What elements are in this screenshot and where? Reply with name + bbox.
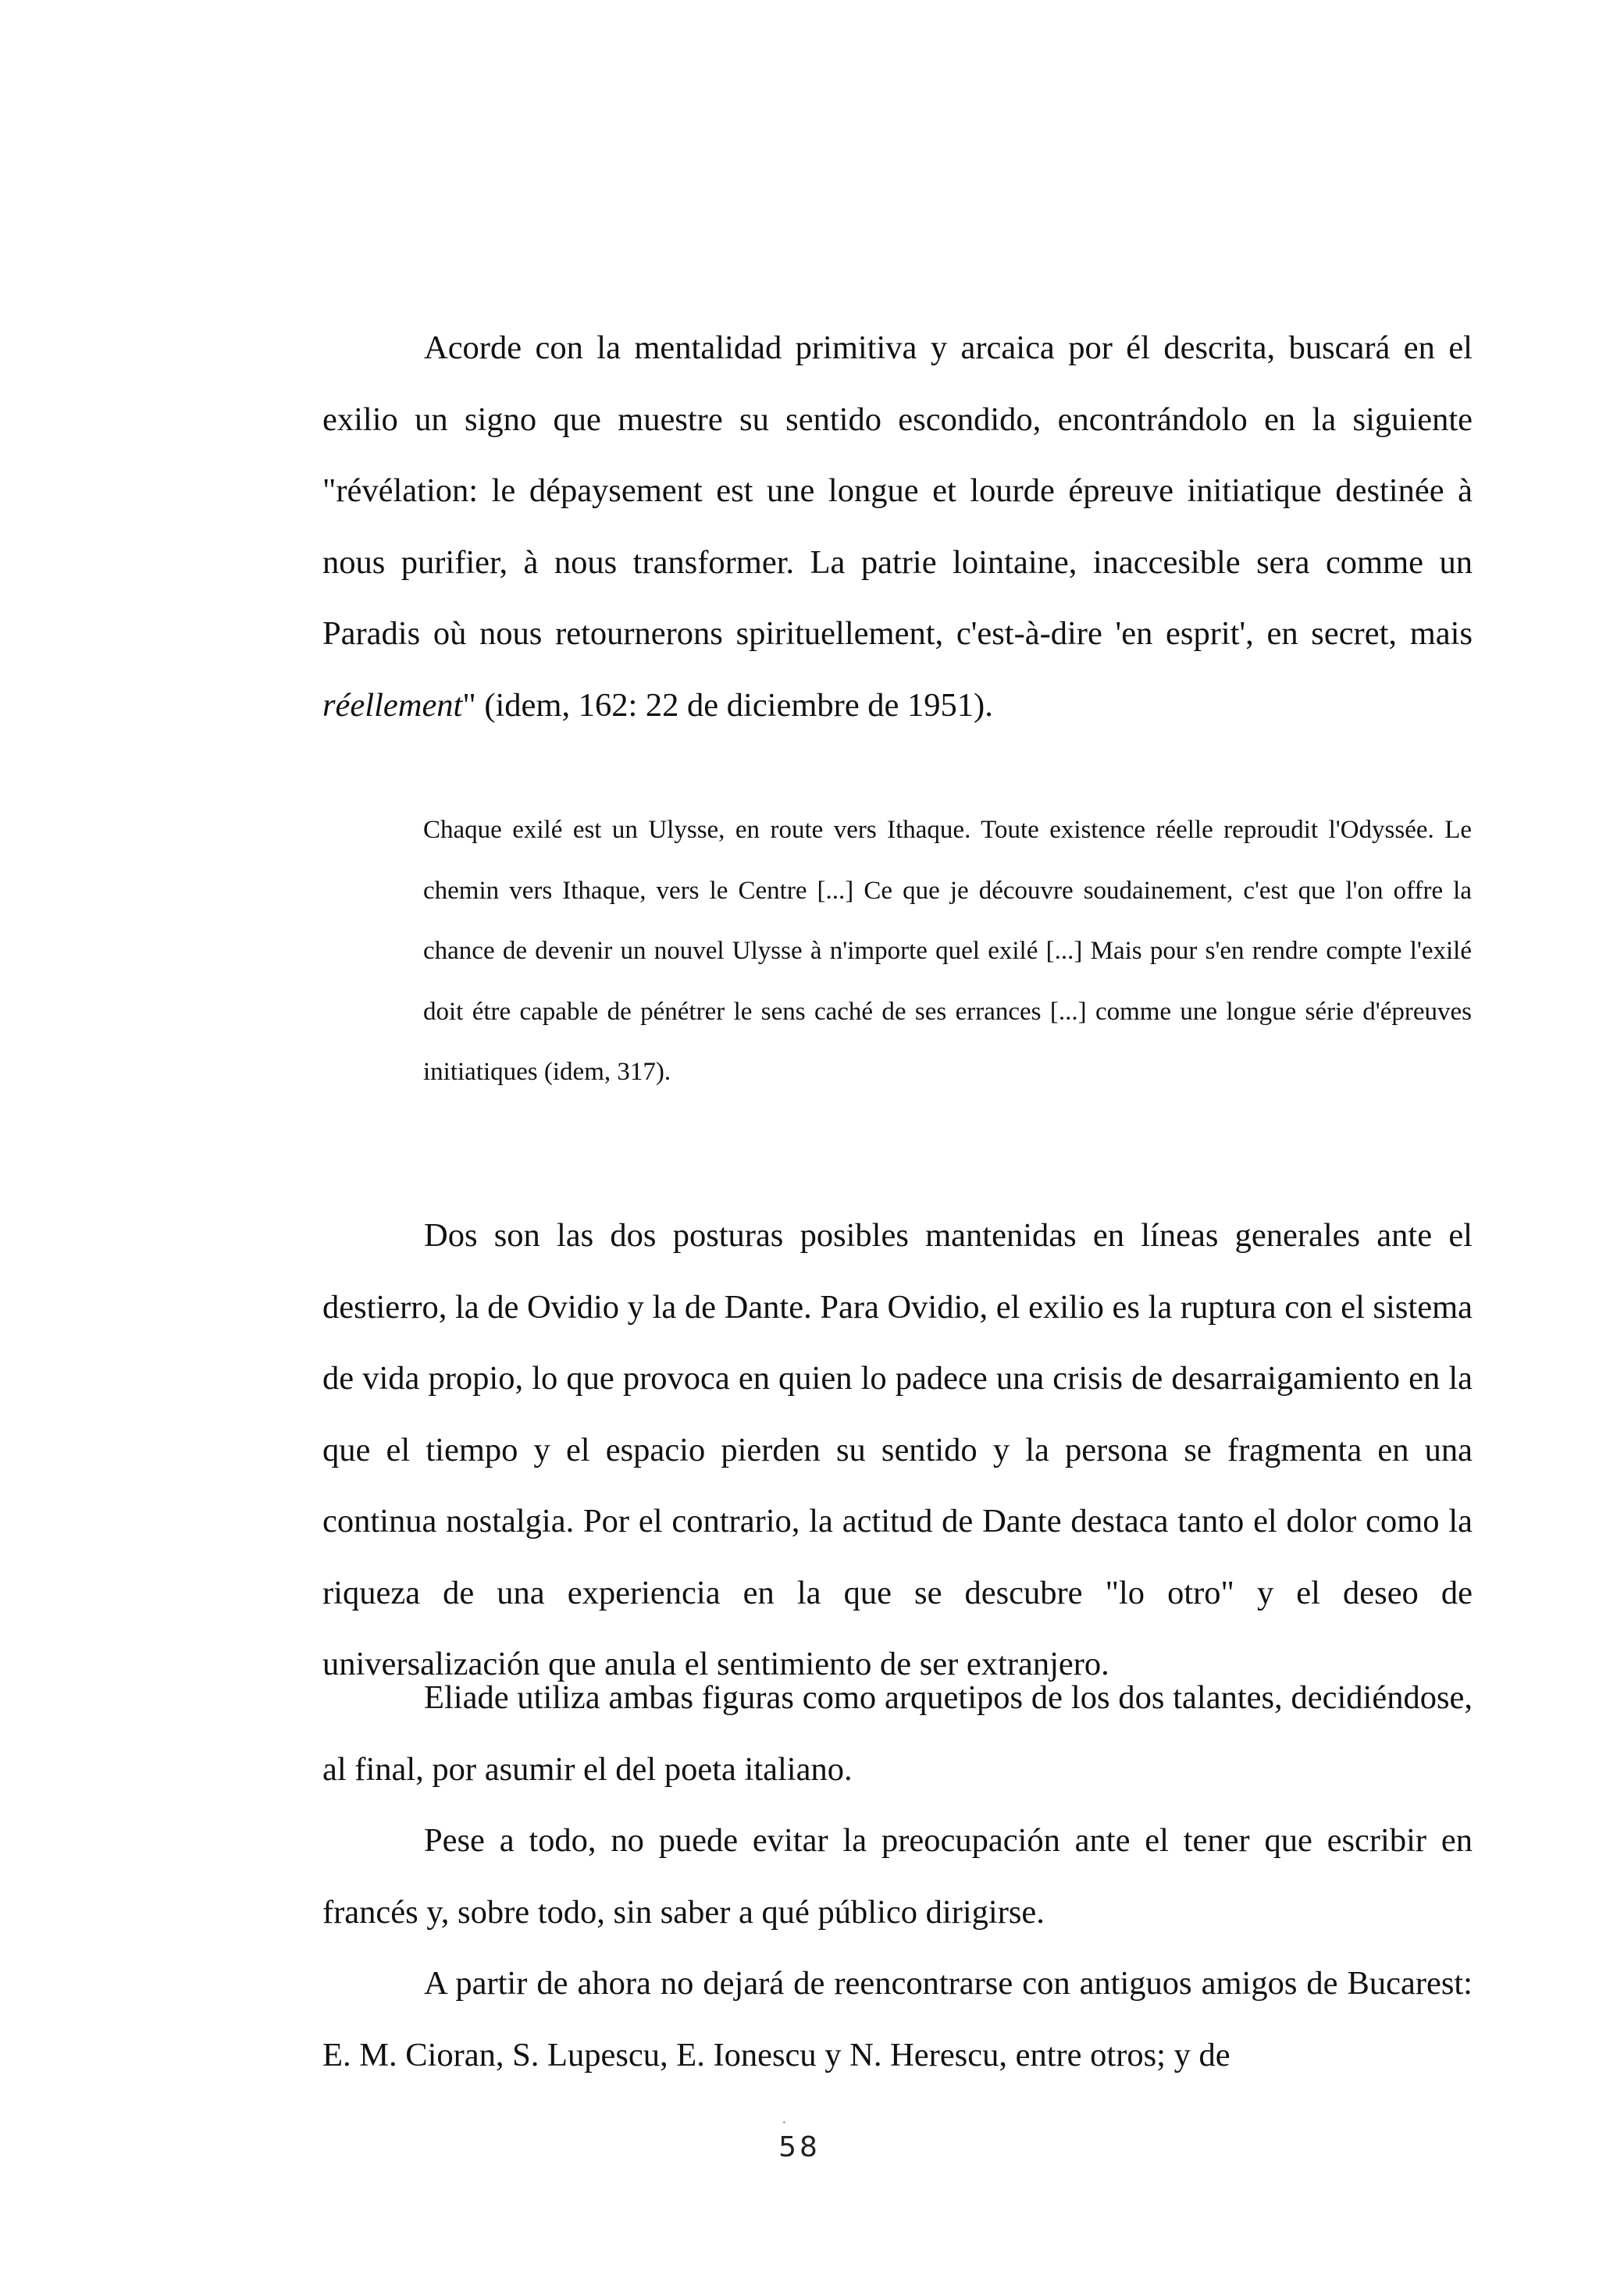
emphasized-word: réellement bbox=[322, 686, 463, 724]
body-paragraph: Dos son las dos posturas posibles mantenidas en líneas generales ante el destierro, la de Ovidio y la de Dante. Para Ovidio, el exilio es la ruptura con el sistema de vida propio, lo que provoca en quien lo padece una crisis de desarraigamiento en la que el tiempo y el espacio pierden su sentido y la persona se fragmenta en una continua nostalgia. Por el contrario, la actitud de Dante destaca tanto el dolor como la riqueza de una experiencia en la que se descubre "lo otro" y el deseo de universalización que anula el sentimiento de ser extranjero. bbox=[322, 1217, 1473, 1682]
body-paragraph: Eliade utiliza ambas figuras como arquetipos de los dos talantes, decidiéndose, al final, por asumir el del poeta italiano. bbox=[322, 1679, 1473, 1788]
body-paragraph: A partir de ahora no dejará de reencontrarse con antiguos amigos de Bucarest: E. M. Cioran, S. Lupescu, E. Ionescu y N. Herescu, entre otros; y de bbox=[322, 1965, 1473, 2074]
block-quotation: Chaque exilé est un Ulysse, en route vers Ithaque. Toute existence réelle reproudit l'Odyssée. Le chemin vers Ithaque, vers le Centre [...] Ce que je découvre soudainement, c'est que l'on offre la chance de devenir un nouvel Ulysse à n'importe quel exilé [...] Mais pour s'en rendre compte l'exilé doit étre capable de pénétrer le sens caché de ses errances [...] comme une longue série d'épreuves initiatiques (idem, 317). bbox=[423, 816, 1472, 1086]
scan-speck bbox=[783, 2121, 785, 2123]
paragraph-text-citation: " (idem, 162: 22 de diciembre de 1951). bbox=[462, 686, 993, 724]
page-number: 58 bbox=[778, 2131, 821, 2163]
body-paragraph: Pese a todo, no puede evitar la preocupación ante el tener que escribir en francés y, sobre todo, sin saber a qué público dirigirse. bbox=[322, 1822, 1473, 1931]
body-paragraph bbox=[322, 312, 1473, 741]
paragraph-text: Acorde con la mentalidad primitiva y arcaica por él descrita, buscará en el exilio un signo que muestre su sentido escondido, encontrándolo en la siguiente "révélation: le dépaysement est une longue et lourde épreuve initiatique destinée à nous purifier, à nous transformer. La patrie lointaine, inaccesible sera comme un Paradis où nous retournerons spirituellement, c'est-à-dire 'en esprit', en secret, mais bbox=[322, 329, 1473, 652]
